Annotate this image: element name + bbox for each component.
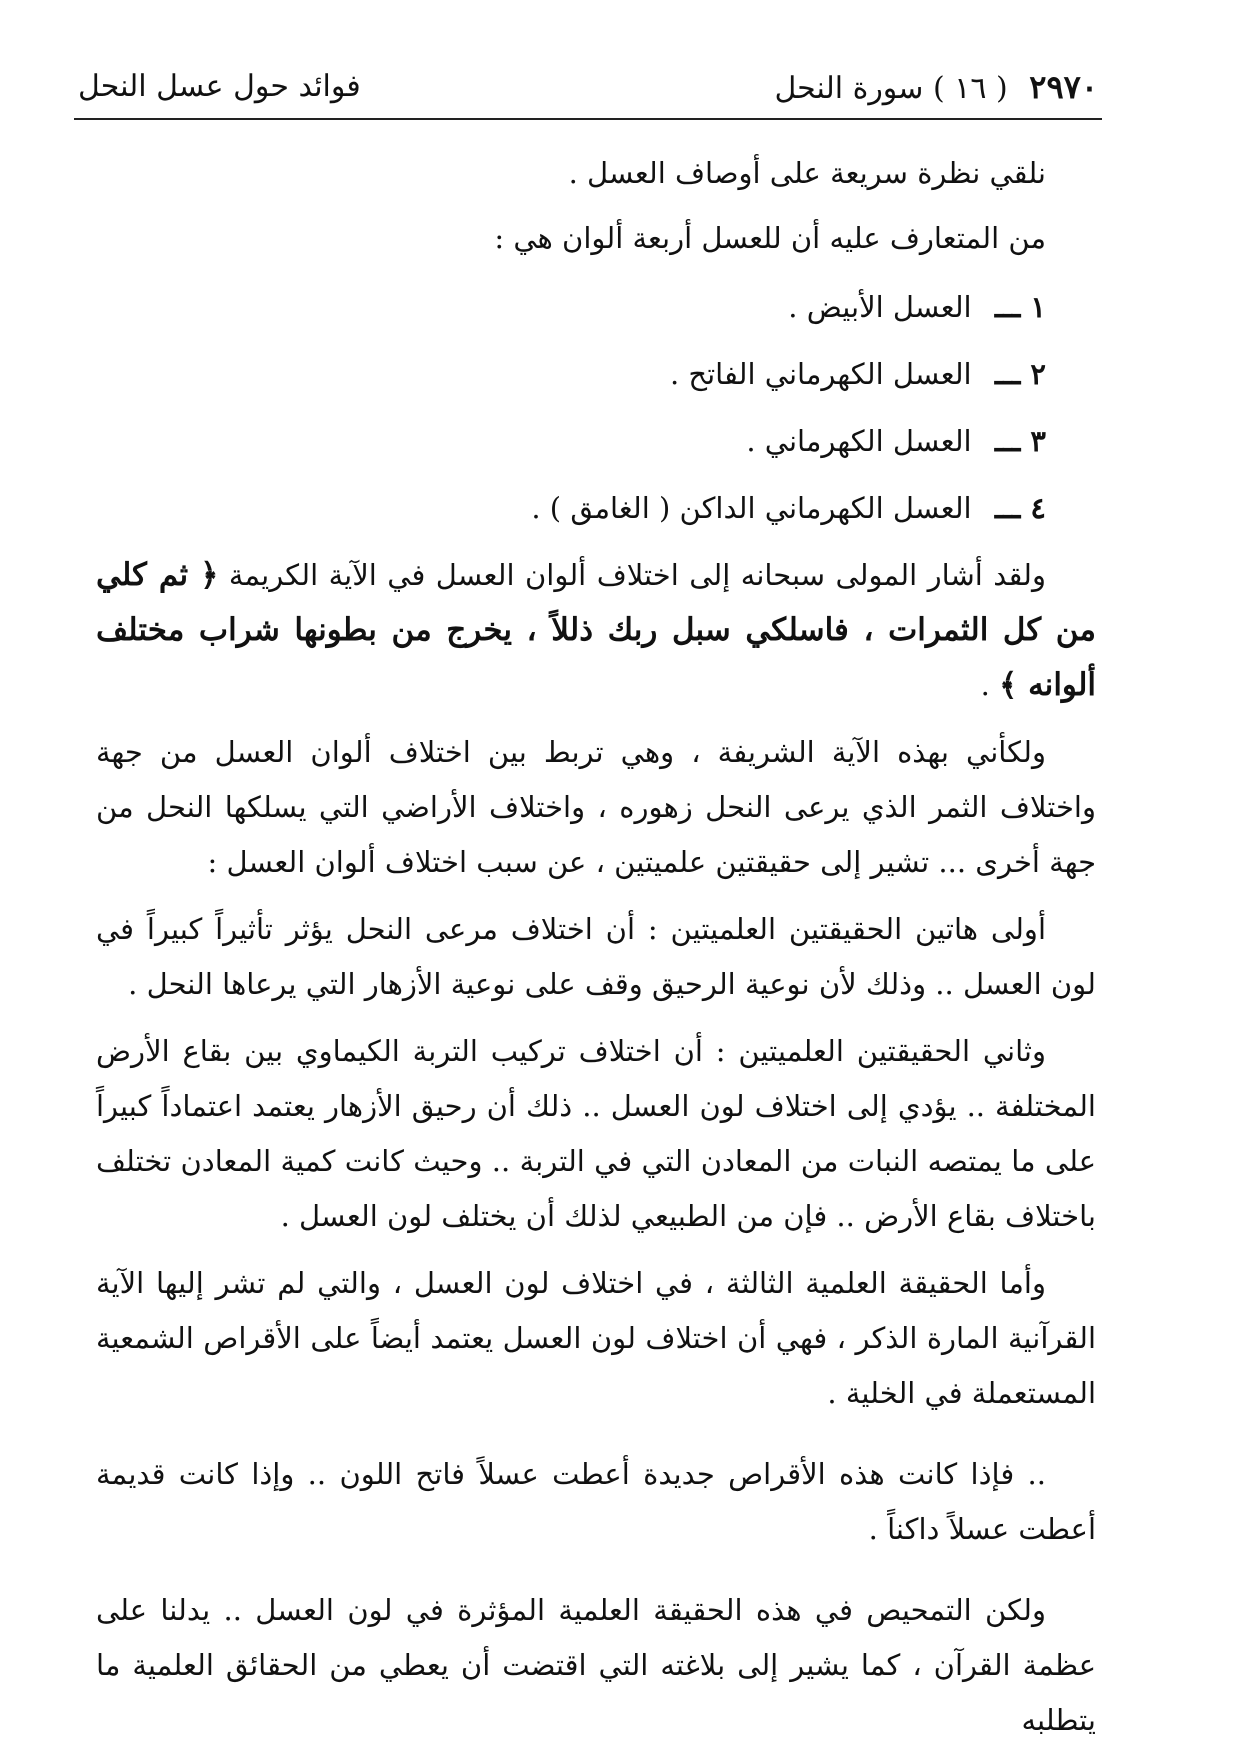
list-item-text: العسل الكهرماني . bbox=[746, 424, 972, 458]
verse-end-punct: . bbox=[980, 668, 1000, 702]
page-header bbox=[78, 62, 1098, 112]
section-title: فوائد حول عسل النحل bbox=[78, 69, 361, 104]
list-item-number: ٤ ـــ bbox=[994, 491, 1046, 525]
list-item-number: ٢ ـــ bbox=[994, 357, 1046, 391]
list-item bbox=[96, 347, 1096, 402]
list-item-number: ١ ـــ bbox=[994, 290, 1046, 324]
paragraph-5: .. فإذا كانت هذه الأقراص جديدة أعطت عسلاً فاتح اللون .. وإذا كانت قديمة أعطت عسلاً داكناً . bbox=[96, 1457, 1096, 1546]
page-body bbox=[96, 146, 1096, 1748]
intro-line-1: نلقي نظرة سريعة على أوصاف العسل . bbox=[568, 156, 1046, 190]
paragraph-2: أولى هاتين الحقيقتين العلميتين : أن اختلاف مرعى النحل يؤثر تأثيراً كبيراً في لون العسل .. وذلك لأن نوعية الرحيق وقف على نوعية الأزهار التي يرعاها النحل . bbox=[96, 912, 1096, 1001]
verse-lead-text: ولقد أشار المولى سبحانه إلى اختلاف ألوان العسل في الآية الكريمة bbox=[228, 558, 1047, 592]
list-item bbox=[96, 481, 1096, 536]
header-page-info bbox=[774, 62, 1098, 114]
paragraph-3: وثاني الحقيقتين العلميتين : أن اختلاف تركيب التربة الكيماوي بين بقاع الأرض المختلفة .. يؤدي إلى اختلاف لون العسل .. ذلك أن رحيق الأزهار يعتمد اعتماداً كبيراً على ما يمتصه النبات من المعادن التي في التربة .. وحيث كانت كمية المعادن تختلف باختلاف بقاع الأرض .. فإن من الطبيعي لذلك أن يختلف لون العسل . bbox=[96, 1034, 1096, 1233]
quran-verse: ﴿ ثم كلي من كل الثمرات ، فاسلكي سبل ربك ذللاً ، يخرج من بطونها شراب مختلف ألوانه ﴾ bbox=[96, 557, 1096, 703]
list-item-text: العسل الكهرماني الداكن ( الغامق ) . bbox=[531, 491, 972, 525]
paragraph-1: ولكأني بهذه الآية الشريفة ، وهي تربط بين اختلاف ألوان العسل من جهة واختلاف الثمر الذي يرعى النحل زهوره ، واختلاف الأراضي التي يسلكها النحل من جهة أخرى ... تشير إلى حقيقتين علميتين ، عن سبب اختلاف ألوان العسل : bbox=[96, 735, 1096, 879]
surah-label: ( ١٦ ) سورة النحل bbox=[774, 71, 1008, 106]
list-item-text: العسل الأبيض . bbox=[788, 290, 972, 324]
list-item-number: ٣ ـــ bbox=[994, 424, 1046, 458]
intro-line-2: من المتعارف عليه أن للعسل أربعة ألوان هي : bbox=[494, 221, 1046, 255]
paragraph-6: ولكن التمحيص في هذه الحقيقة العلمية المؤثرة في لون العسل .. يدلنا على عظمة القرآن ، كما يشير إلى بلاغته التي اقتضت أن يعطي من الحقائق العلمية ما يتطلبه bbox=[96, 1593, 1096, 1737]
honey-colors-list bbox=[96, 280, 1096, 536]
list-item bbox=[96, 280, 1096, 335]
verse-paragraph bbox=[96, 548, 1096, 713]
page-number: ٢٩٧٠ bbox=[1029, 68, 1098, 106]
list-item-text: العسل الكهرماني الفاتح . bbox=[669, 357, 972, 391]
paragraph-4: وأما الحقيقة العلمية الثالثة ، في اختلاف لون العسل ، والتي لم تشر إليها الآية القرآنية المارة الذكر ، فهي أن اختلاف لون العسل يعتمد أيضاً على الأقراص الشمعية المستعملة في الخلية . bbox=[96, 1266, 1096, 1410]
header-divider bbox=[74, 118, 1102, 120]
list-item bbox=[96, 414, 1096, 469]
